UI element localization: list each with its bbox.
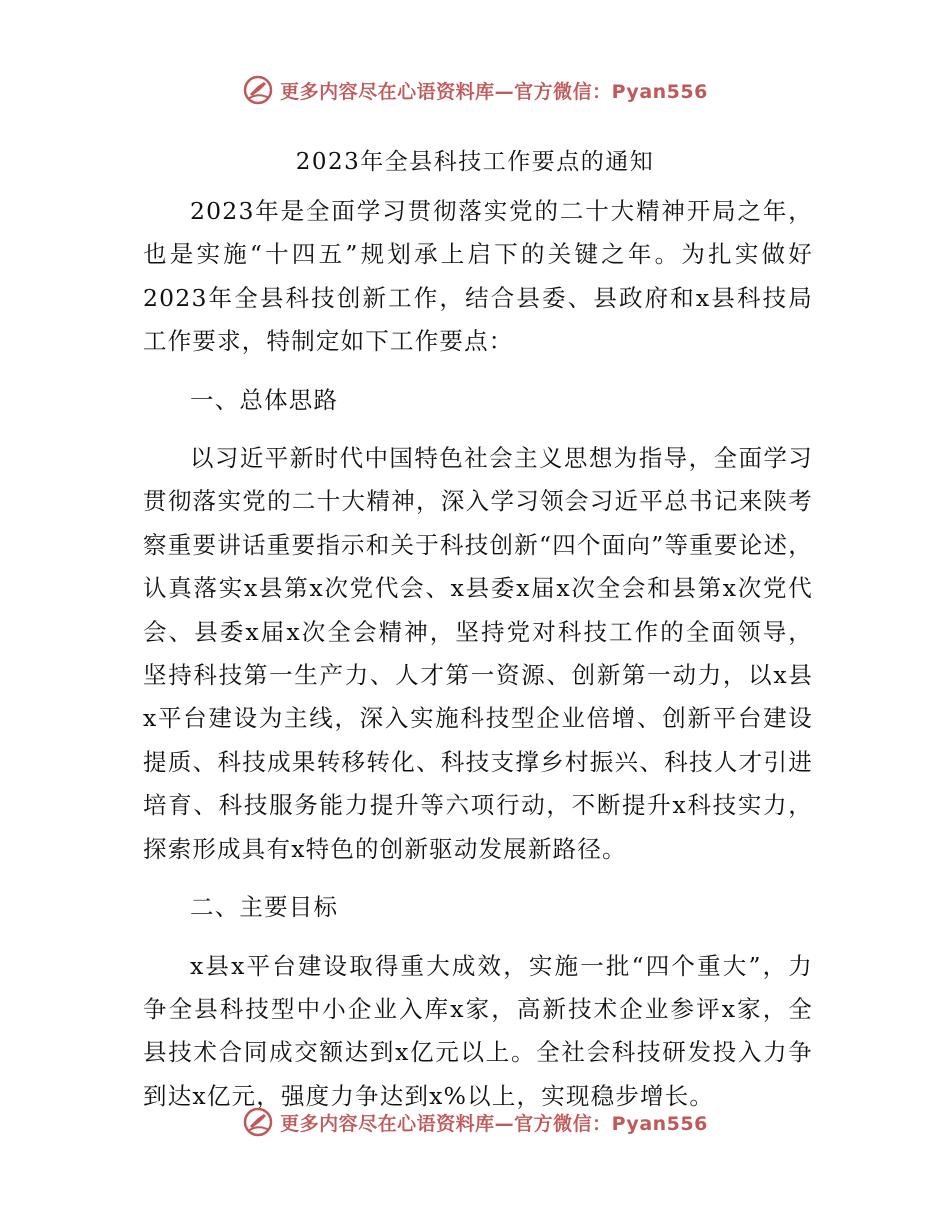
section-heading-main-goals: 二、主要目标: [190, 893, 339, 922]
watermark-text: 更多内容尽在心语资料库—官方微信：Pyan556: [280, 1112, 708, 1135]
book-pen-logo-icon: [242, 1106, 274, 1138]
watermark-banner-top: [0, 70, 950, 110]
watermark-banner-bottom: [0, 1102, 950, 1142]
document-title: 2023年全县科技工作要点的通知: [295, 149, 655, 175]
watermark-text: 更多内容尽在心语资料库—官方微信：Pyan556: [280, 80, 708, 103]
section-body-main-goals: x县x平台建设取得重大成效，实施一批“四个重大”，力争全县科技型中小企业入库x家，高新技术企业参评x家，全县技术合同成交额达到x亿元以上。全社会科技研发投入力争到达x亿元，强度力争达到x%以上，实现稳步增长。: [143, 951, 813, 1110]
book-pen-logo-icon: [242, 74, 274, 106]
section-heading-overall-thinking: 一、总体思路: [190, 385, 339, 414]
section-body-overall-thinking: 以习近平新时代中国特色社会主义思想为指导，全面学习贯彻落实党的二十大精神，深入学习领会习近平总书记来陕考察重要讲话重要指示和关于科技创新“四个面向”等重要论述，认真落实x县第x次党代会、x县委x届x次全会和县第x次党代会、县委x届x次全会精神，坚持党对科技工作的全面领导，坚持科技第一生产力、人才第一资源、创新第一动力，以x县x平台建设为主线，深入实施科技型企业倍增、创新平台建设提质、科技成果转移转化、科技支撑乡村振兴、科技人才引进培育、科技服务能力提升等六项行动，不断提升x科技实力，探索形成具有x特色的创新驱动发展新路径。: [143, 444, 813, 863]
document-body: [143, 190, 813, 1118]
intro-paragraph: 2023年是全面学习贯彻落实党的二十大精神开局之年，也是实施“十四五”规划承上启下的关键之年。为扎实做好2023年全县科技创新工作，结合县委、县政府和x县科技局工作要求，特制定如下工作要点：: [143, 197, 813, 356]
